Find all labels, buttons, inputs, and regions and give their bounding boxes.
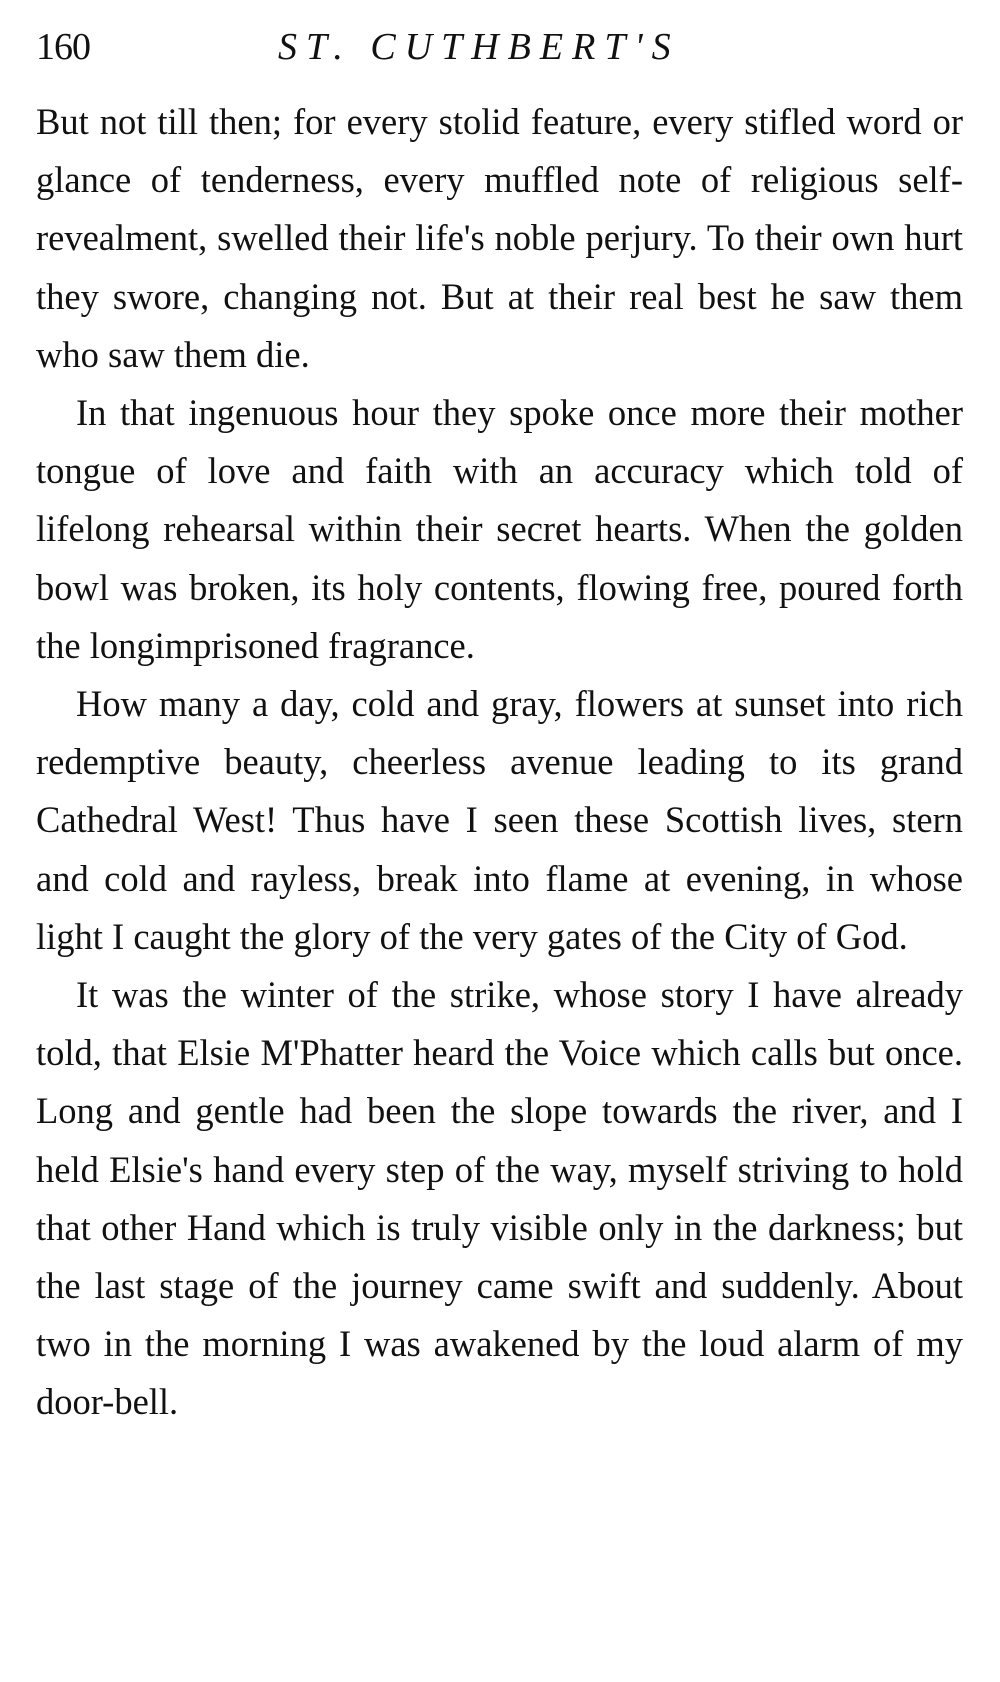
paragraph: In that ingenuous hour they spoke once more their mother tongue of love and faith with an accuracy which told of lifelong rehearsal within their secret hearts. When the golden bowl was broken, its holy contents, flowing free, poured forth the longimprisoned fragrance. [36, 392, 963, 666]
paragraph: How many a day, cold and gray, flowers at sunset into rich redemptive beauty, cheerless avenue leading to its grand Cathedral West! Thus have I seen these Scottish lives, stern and cold and rayless, break into flame at evening, in whose light I caught the glory of the very gates of the City of God. [36, 683, 963, 957]
running-title: ST. CUTHBERT'S [278, 26, 680, 68]
page-number: 160 [36, 26, 90, 68]
paragraph: It was the winter of the strike, whose story I have already told, that Elsie M'Phatter heard the Voice which calls but once. Long and gentle had been the slope towards the river, and I held Elsie's hand every step of the way, myself striving to hold that other Hand which is truly visible only in the darkness; but the last stage of the journey came swift and suddenly. About two in the morning I was awakened by the loud alarm of my door-bell. [36, 974, 963, 1423]
page-header [36, 22, 964, 72]
paragraph: But not till then; for every stolid feature, every stifled word or glance of tenderness, every muffled note of religious self-revealment, swelled their life's noble perjury. To their own hurt they swore, changing not. But at their real best he saw them who saw them die. [36, 101, 963, 375]
body-text [36, 93, 963, 1432]
